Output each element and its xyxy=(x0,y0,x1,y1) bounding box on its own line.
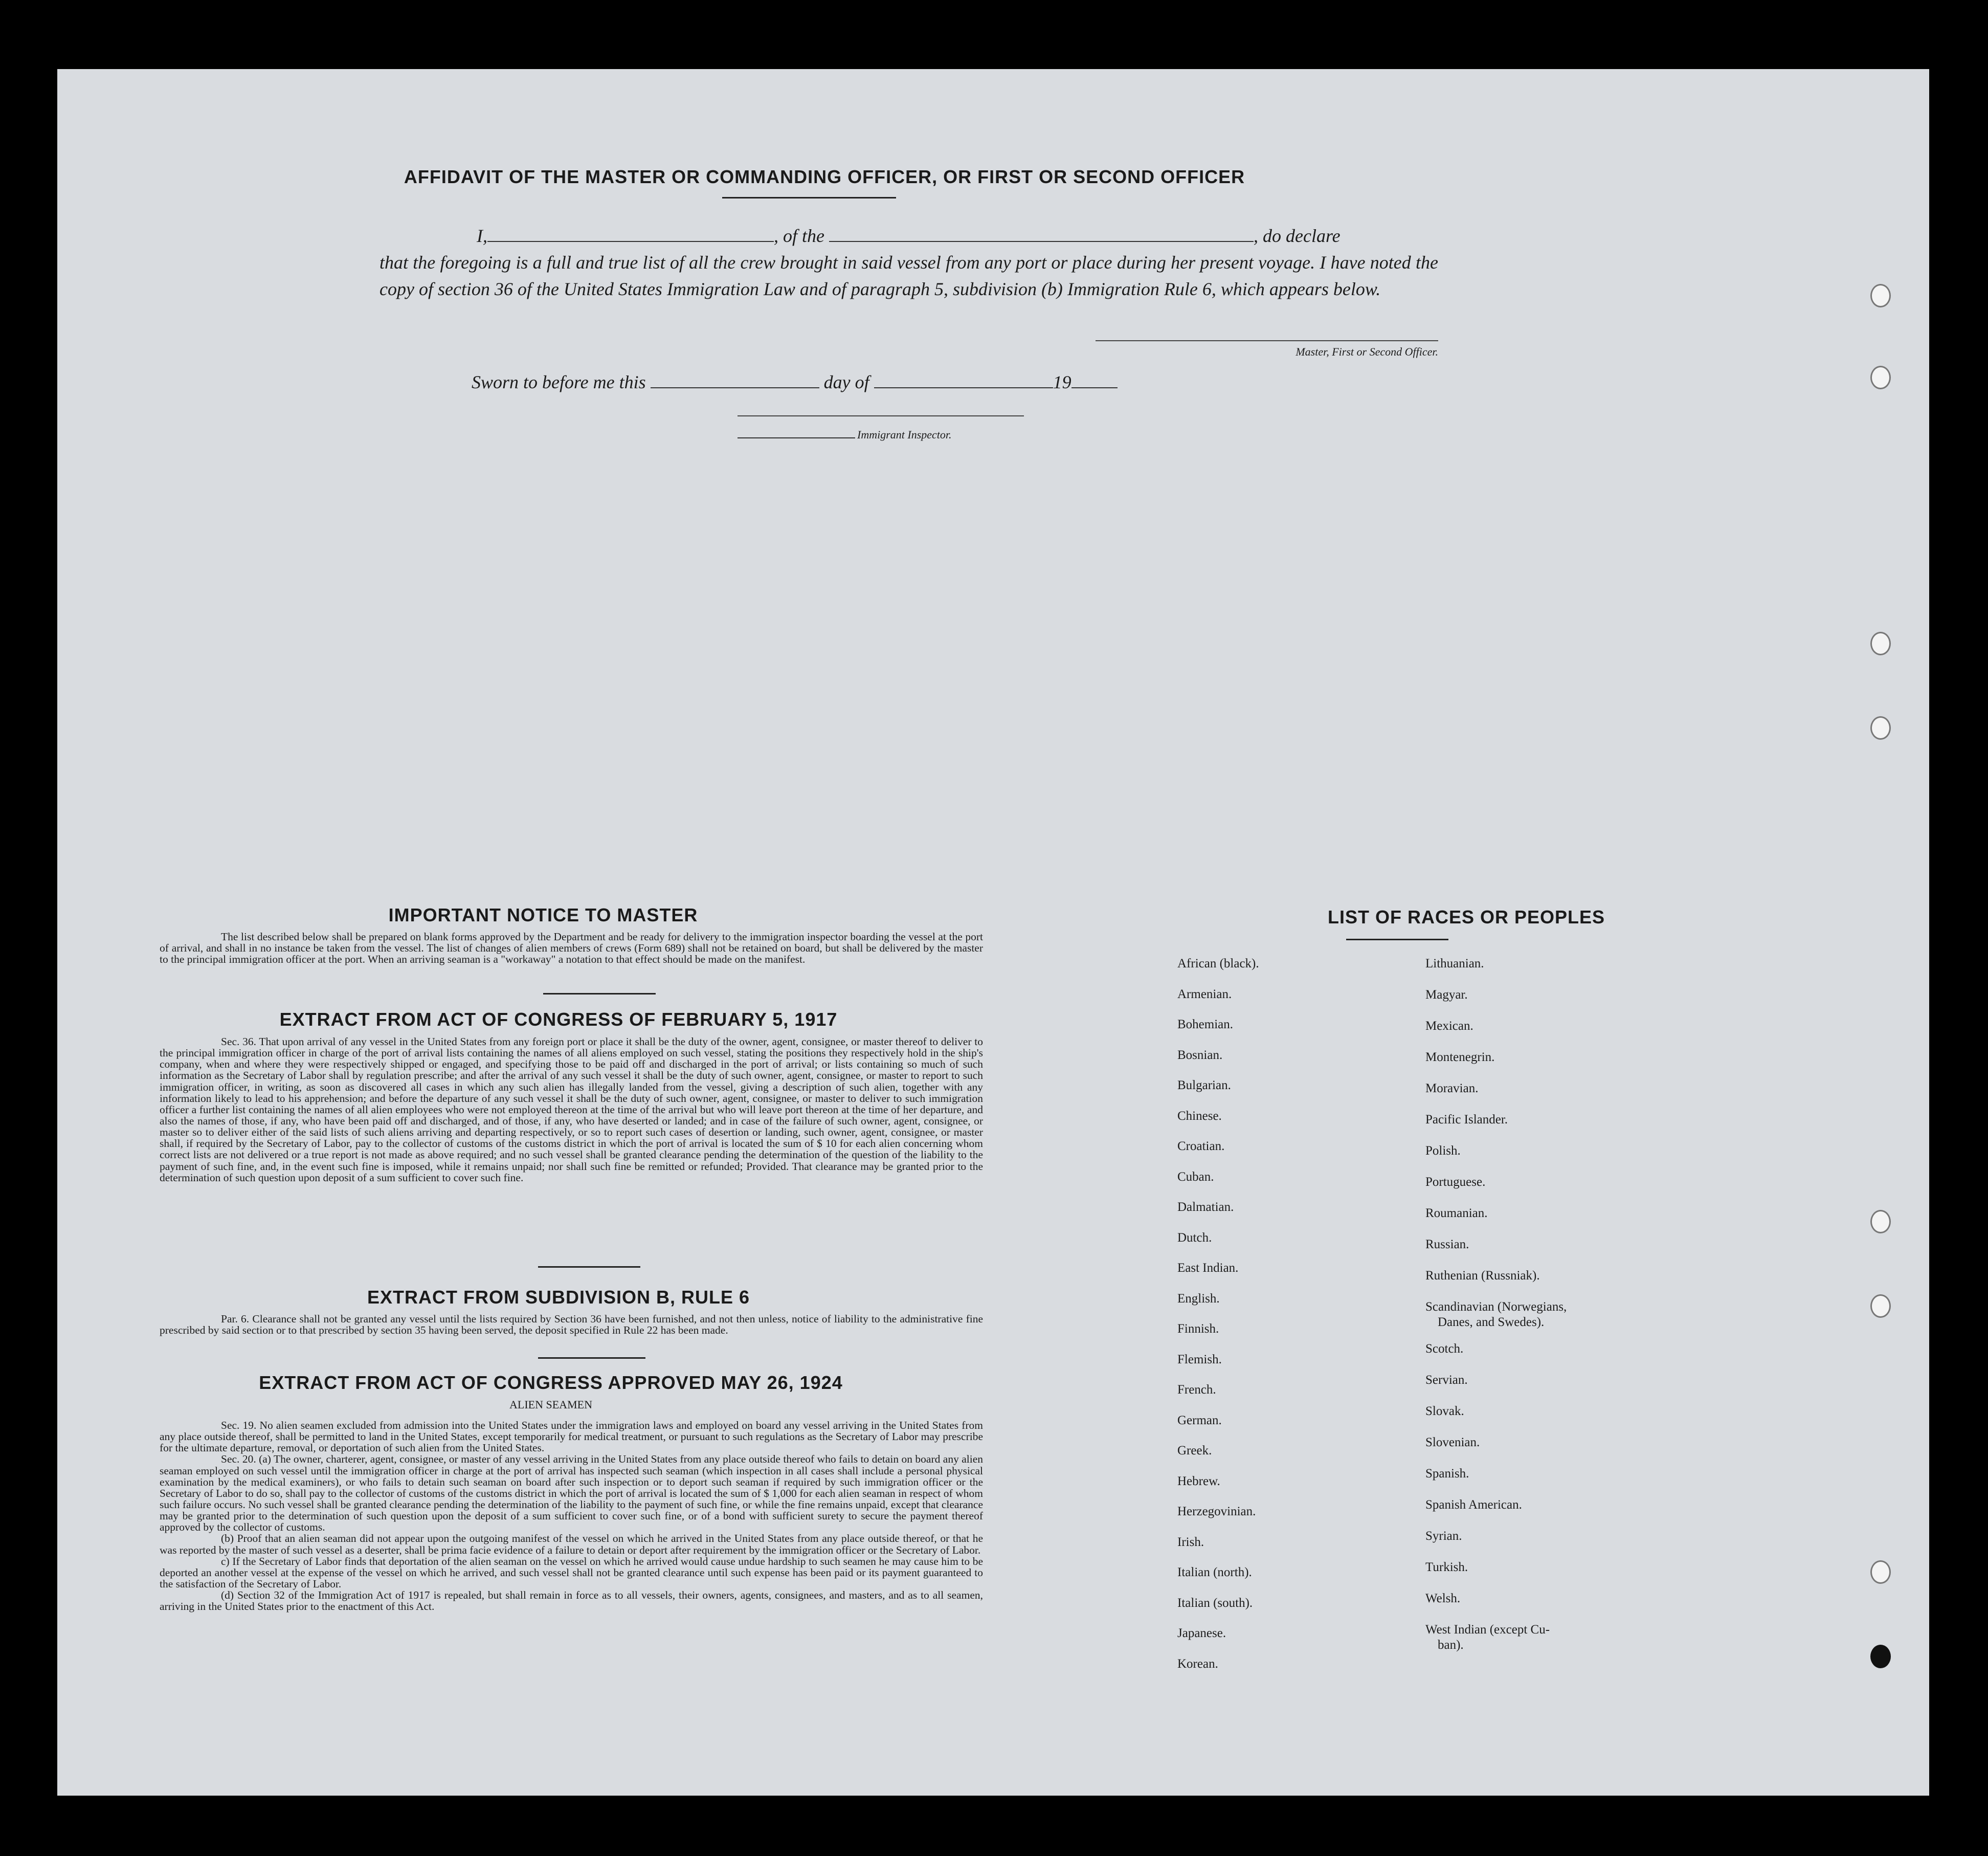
punch-hole xyxy=(1870,632,1891,655)
inspector-short-blank xyxy=(738,427,855,438)
act-1924-paragraph: (b) Proof that an alien seaman did not appear upon the outgoing manifest of the vessel on which he arrived in the United States from any place outside thereof, or that he was reported by the master of such vessel as a deserter, shall be prima facie evidence of a failure to detain or deport after requirement by the immigration officer or the Secretary of Labor. xyxy=(160,1532,983,1556)
race-item: German. xyxy=(1177,1413,1222,1427)
master-signature-label: Master, First or Second Officer. xyxy=(1295,345,1438,358)
race-item: Italian (north). xyxy=(1177,1565,1252,1579)
act-1917-title: EXTRACT FROM ACT OF CONGRESS OF FEBRUARY 5, 1917 xyxy=(279,1009,838,1030)
race-item: East Indian. xyxy=(1177,1261,1239,1275)
race-item: Croatian. xyxy=(1177,1139,1225,1153)
race-item: ban). xyxy=(1438,1638,1464,1652)
race-item: Bohemian. xyxy=(1177,1018,1234,1031)
notice-divider xyxy=(543,993,656,995)
punch-hole xyxy=(1870,366,1891,389)
race-item: Roumanian. xyxy=(1425,1206,1488,1220)
sworn-year-blank[interactable] xyxy=(1071,371,1118,388)
race-item: Slovak. xyxy=(1425,1404,1464,1418)
race-item: Spanish American. xyxy=(1425,1498,1522,1512)
race-item: Syrian. xyxy=(1425,1529,1462,1543)
race-item: Chinese. xyxy=(1177,1109,1222,1123)
inspector-signature-line[interactable] xyxy=(738,415,1024,416)
race-item: Magyar. xyxy=(1425,988,1468,1002)
affidavit-body: that the foregoing is a full and true list of all the crew brought in said vessel from any port or place during her present voyage. I have noted the copy of section 36 of the United States Immigration Law and of paragraph 5, subdivision (b) Immigration Rule 6, which appears below. xyxy=(379,252,1438,300)
title-underline xyxy=(722,197,896,198)
act-1924-body xyxy=(160,1420,983,1612)
race-item: West Indian (except Cu- xyxy=(1425,1623,1550,1637)
name-blank[interactable] xyxy=(487,225,774,242)
affidavit-declare: , do declare xyxy=(1253,226,1341,246)
affidavit-first-line xyxy=(379,223,1438,249)
races-right-column xyxy=(1425,957,1656,1665)
race-item: Montenegrin. xyxy=(1425,1050,1495,1064)
race-item: Cuban. xyxy=(1177,1169,1214,1184)
sworn-year: 19 xyxy=(1053,372,1071,392)
race-item: French. xyxy=(1177,1383,1216,1397)
rule-6-body: Par. 6. Clearance shall not be granted any vessel until the lists required by Section 36 have been furnished, and not then unless, notice of liability to the administrative fine prescribed by said section or to that prescribed by section 35 having been served, the deposit specified in Rule 22 has been made. xyxy=(160,1313,983,1337)
race-item: Moravian. xyxy=(1425,1081,1479,1095)
affidavit-title: AFFIDAVIT OF THE MASTER OR COMMANDING OFFICER, OR FIRST OR SECOND OFFICER xyxy=(404,166,1245,187)
race-item: Finnish. xyxy=(1177,1322,1219,1336)
race-item: Russian. xyxy=(1425,1238,1469,1251)
race-item: Armenian. xyxy=(1177,987,1232,1001)
race-item: Portuguese. xyxy=(1425,1175,1486,1189)
race-item: Bosnian. xyxy=(1177,1048,1223,1062)
race-item: Korean. xyxy=(1177,1656,1218,1671)
sworn-day-of: day of xyxy=(823,372,869,392)
race-item: Slovenian. xyxy=(1425,1435,1480,1449)
punch-hole xyxy=(1870,1210,1891,1233)
inspector-label-row xyxy=(738,427,1044,441)
punch-hole xyxy=(1870,716,1891,740)
act-1924-title: EXTRACT FROM ACT OF CONGRESS APPROVED MAY 26, 1924 xyxy=(259,1372,843,1393)
master-signature-line[interactable] xyxy=(1096,340,1438,341)
sworn-statement xyxy=(472,371,1118,393)
act-1924-paragraph: (d) Section 32 of the Immigration Act of 1917 is repealed, but shall remain in force as to all vessels, their owners, agents, consignees, and masters, and as to all seamen, arriving in the United States prior to the enactment of this Act. xyxy=(160,1589,983,1613)
race-item: English. xyxy=(1177,1291,1220,1306)
punch-hole xyxy=(1870,1645,1891,1668)
races-left-column xyxy=(1177,957,1408,1687)
act-1917-body: Sec. 36. That upon arrival of any vessel in the United States from any foreign port or place it shall be the duty of the owner, agent, consignee, or master thereof to deliver to the principal immigration officer in charge of the port of arrival lists containing the names of all aliens employed on such vessel, stating the positions they respectively hold in the ship's company, when and where they were respectively shipped or engaged, and specifying those to be paid off and discharged in the port of arrival; or lists containing so much of such information as the Secretary of Labor shall by regulation prescribe; and after the arrival of any such vessel it shall be the duty of such owner, agent, consignee, or master to report to such immigration officer, in writing, as soon as discovered all cases in which any such alien has illegally landed from the vessel, giving a description of such alien, together with any information likely to lead to his apprehension; and before the departure of any such vessel it shall be the duty of such owner, agent, consignee, or master to deliver to such immigration officer a further list containing the names of all alien employees who were not employed thereon at the time of the arrival but who will leave port thereon at the time of her departure, and also the names of those, if any, who have been paid off and discharged, and of those, if any, who have deserted or landed; and in case of the failure of such owner, agent, consignee, or master so to deliver either of the said lists of such aliens arriving and departing respectively, or so to report such cases of desertion or landing, such owner, agent, consignee, or master shall, if required by the Secretary of Labor, pay to the collector of customs of the customs district in which the port of arrival is located the sum of $ 10 for each alien concerning whom correct lists are not delivered or a true report is not made as above required; and no such vessel shall be granted clearance pending the determination of the question of the liability to the payment of such fine, and, in the event such fine is imposed, while it remains unpaid; nor shall such fine be remitted or refunded; Provided. That clearance may be granted prior to the determination of such question upon deposit of a sum sufficient to cover such fine. xyxy=(160,1035,983,1184)
race-item: Irish. xyxy=(1177,1535,1204,1549)
races-underline xyxy=(1346,939,1448,940)
race-item: Servian. xyxy=(1425,1373,1468,1387)
race-item: Polish. xyxy=(1425,1144,1461,1158)
race-item: Flemish. xyxy=(1177,1352,1222,1366)
race-item: Lithuanian. xyxy=(1425,957,1484,970)
punch-hole xyxy=(1870,284,1891,307)
affidavit-of-the: , of the xyxy=(774,226,824,246)
race-item: Dutch. xyxy=(1177,1230,1212,1245)
races-title: LIST OF RACES OR PEOPLES xyxy=(1327,907,1605,927)
race-item: Scandinavian (Norwegians, xyxy=(1425,1300,1567,1314)
rule-6-title: EXTRACT FROM SUBDIVISION B, RULE 6 xyxy=(367,1287,750,1308)
race-item: Dalmatian. xyxy=(1177,1200,1234,1214)
notice-body: The list described below shall be prepared on blank forms approved by the Department and be ready for delivery to the immigration inspector boarding the vessel at the port of arrival, and shall in no instance be taken from the vessel. The list of changes of alien members of crews (Form 689) shall not be retained on board, but shall be delivered by the master to the principal immigration officer at the port. When an arriving seaman is a "workaway" a notation to that effect should be made on the manifest. xyxy=(160,931,983,966)
race-item: Ruthenian (Russniak). xyxy=(1425,1269,1540,1283)
inspector-label: Immigrant Inspector. xyxy=(857,428,952,441)
race-item: Bulgarian. xyxy=(1177,1078,1231,1092)
race-item: Scotch. xyxy=(1425,1342,1464,1356)
act-1924-paragraph: Sec. 20. (a) The owner, charterer, agent, consignee, or master of any vessel arriving in the United States from any place outside thereof who fails to detain on board any alien seaman employed on such vessel until the immigration officer in charge at the port of arrival has inspected such seaman (which inspection in all cases shall include a personal physical examination by the medical examiners), or who fails to detain such seaman on board after such inspection or to deport such seaman if required by such immigration officer or the Secretary of Labor to do so, shall pay to the collector of customs of the customs district in which the port of arrival is located the sum of $ 1,000 for each alien seaman in respect of whom such failure occurs. No such vessel shall be granted clearance pending the determination of the liability to the payment of such fine, or while the fine remains unpaid, except that clearance may be granted prior to the determination of such question upon the deposit of a sum sufficient to cover such fine, or of a bond with sufficient surety to secure the payment thereof approved by the collector of customs. xyxy=(160,1453,983,1534)
act-1924-paragraph: Sec. 19. No alien seamen excluded from admission into the United States under the immigration laws and employed on board any vessel arriving in the United States from any place outside thereof, shall be permitted to land in the United States, except temporarily for medical treatment, or pursuant to such regulations as the Secretary of Labor may prescribe for the ultimate departure, removal, or deportation of such alien from the United States. xyxy=(160,1419,983,1454)
act-1924-paragraph: c) If the Secretary of Labor finds that deportation of the alien seaman on the vessel on which he arrived would cause undue hardship to such seamen he may cause him to be deported an another vessel at the expense of the vessel on which he arrived, and such vessel shall not be granted clearance until such expense has been paid or its payment guaranteed to the satisfaction of the Secretary of Labor. xyxy=(160,1555,983,1590)
act-1917-divider xyxy=(538,1266,640,1268)
race-item: Turkish. xyxy=(1425,1560,1468,1574)
affidavit-i: I, xyxy=(477,226,487,246)
race-item: Japanese. xyxy=(1177,1626,1226,1640)
race-item: Spanish. xyxy=(1425,1467,1469,1481)
document-page xyxy=(57,69,1929,1796)
rule-6-divider xyxy=(538,1357,645,1359)
race-item: Pacific Islander. xyxy=(1425,1113,1508,1126)
vessel-blank[interactable] xyxy=(829,225,1254,242)
race-item: African (black). xyxy=(1177,957,1259,970)
act-1924-subtitle: ALIEN SEAMEN xyxy=(509,1398,592,1411)
race-item: Hebrew. xyxy=(1177,1474,1220,1488)
notice-title: IMPORTANT NOTICE TO MASTER xyxy=(388,904,698,925)
race-item: Mexican. xyxy=(1425,1019,1473,1033)
sworn-month-blank[interactable] xyxy=(874,371,1053,388)
punch-hole xyxy=(1870,1560,1891,1584)
sworn-day-blank[interactable] xyxy=(651,371,819,388)
race-item: Greek. xyxy=(1177,1444,1212,1457)
race-item: Welsh. xyxy=(1425,1592,1461,1605)
punch-hole xyxy=(1870,1294,1891,1318)
sworn-prefix: Sworn to before me this xyxy=(472,372,646,392)
race-item: Herzegovinian. xyxy=(1177,1505,1256,1518)
race-item: Italian (south). xyxy=(1177,1596,1253,1610)
race-item: Danes, and Swedes). xyxy=(1438,1315,1545,1329)
affidavit-statement xyxy=(379,223,1438,303)
